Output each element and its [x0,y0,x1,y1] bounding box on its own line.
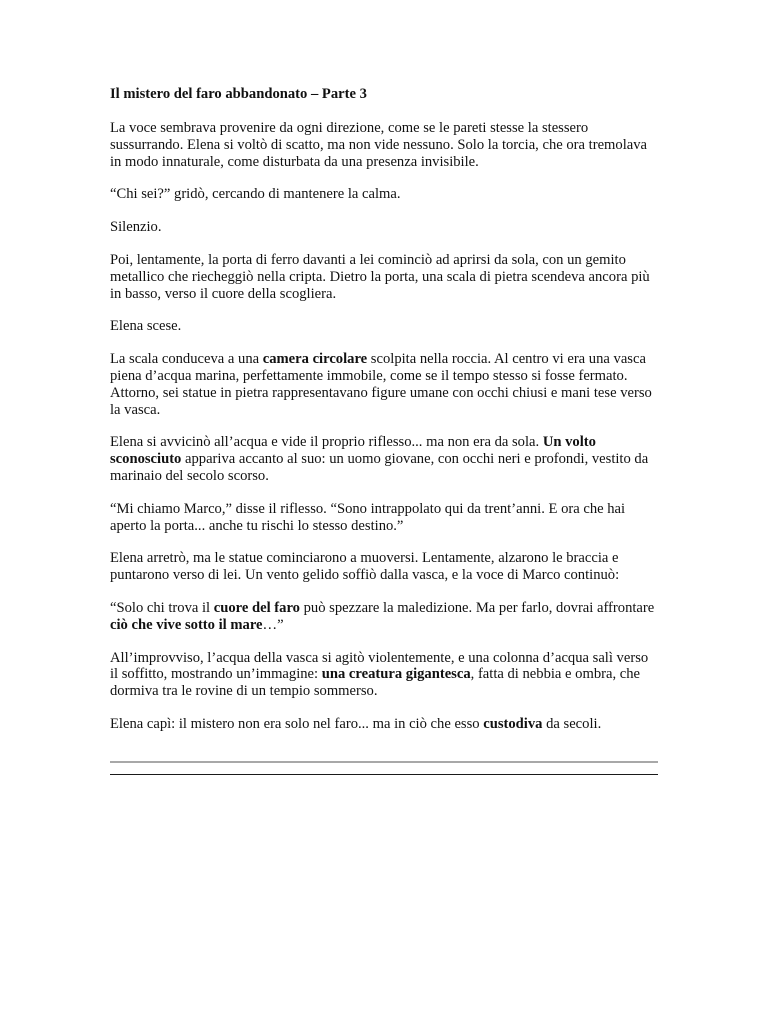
paragraph [110,318,658,335]
text-run: , fatta di nebbia e ombra, che dormiva tra le rovine di un tempio sommerso. [110,666,641,700]
bold-text: Un volto sconosciuto [110,434,596,468]
bold-text: cuore del faro [213,599,300,616]
text-run: può spezzare la maledizione. Ma per farlo, dovrai affrontare [299,599,655,616]
paragraph [110,550,658,584]
paragraph [110,186,658,203]
paragraph [110,120,658,170]
paragraph [110,219,658,236]
paragraph [110,252,658,302]
paragraph [110,650,658,700]
text-run: Silenzio. [110,219,162,236]
text-run: Poi, lentamente, la porta di ferro davanti a lei cominciò ad aprirsi da sola, con un gemito metallico che riecheggiò nella cripta. Dietro la porta, una scala di pietra scendeva ancora più in basso, verso il cuore della scogliera. [110,251,650,302]
paragraph [110,716,658,733]
bold-text: custodiva [483,715,543,732]
bold-text: una creatura gigantesca [321,666,471,683]
horizontal-rule-black [110,774,658,775]
paragraph [110,600,658,634]
paragraph [110,434,658,484]
text-run: All’improvviso, l’acqua della vasca si agitò violentemente, e una colonna d’acqua salì verso il soffitto, mostrando un’immagine: [110,649,649,683]
text-run: …” [262,616,284,633]
paragraph [110,351,658,418]
text-run: Elena scese. [110,318,182,335]
text-run: La scala conduceva a una [110,351,263,368]
document-body [110,120,658,749]
document-title: Il mistero del faro abbandonato – Parte 3 [110,86,367,102]
paragraph [110,501,658,535]
text-run: “Solo chi trova il [110,599,214,616]
bold-text: camera circolare [262,351,368,368]
bold-text: ciò che vive sotto il mare [110,616,263,633]
text-run: da secoli. [542,715,602,732]
text-run: scolpita nella roccia. Al centro vi era una vasca piena d’acqua marina, perfettamente immobile, come se il tempo stesso si fosse fermato. Attorno, sei statue in pietra rappresentavano figure umane con occhi chiusi e mani tese verso la vasca. [110,351,652,418]
text-run: appariva accanto al suo: un uomo giovane, con occhi neri e profondi, vestito da marinaio del secolo scorso. [110,451,649,484]
text-run: Elena arretrò, ma le statue cominciarono a muoversi. Lentamente, alzarono le braccia e puntarono verso di lei. Un vento gelido soffiò dalla vasca, e la voce di Marco continuò: [110,550,620,584]
text-run: “Mi chiamo Marco,” disse il riflesso. “Sono intrappolato qui da trent’anni. E ora che hai aperto la porta... anche tu rischi lo stesso destino.” [110,500,626,534]
text-run: La voce sembrava provenire da ogni direzione, come se le pareti stesse la stessero sussurrando. Elena si voltò di scatto, ma non vide nessuno. Solo la torcia, che ora tremolava in modo innaturale, come disturbata da una presenza invisibile. [110,120,648,170]
text-run: “Chi sei?” gridò, cercando di mantenere la calma. [110,186,401,203]
horizontal-rule-gray [110,761,658,763]
text-run: Elena capì: il mistero non era solo nel faro... ma in ciò che esso [110,715,484,732]
text-run: Elena si avvicinò all’acqua e vide il proprio riflesso... ma non era da sola. [110,434,543,451]
